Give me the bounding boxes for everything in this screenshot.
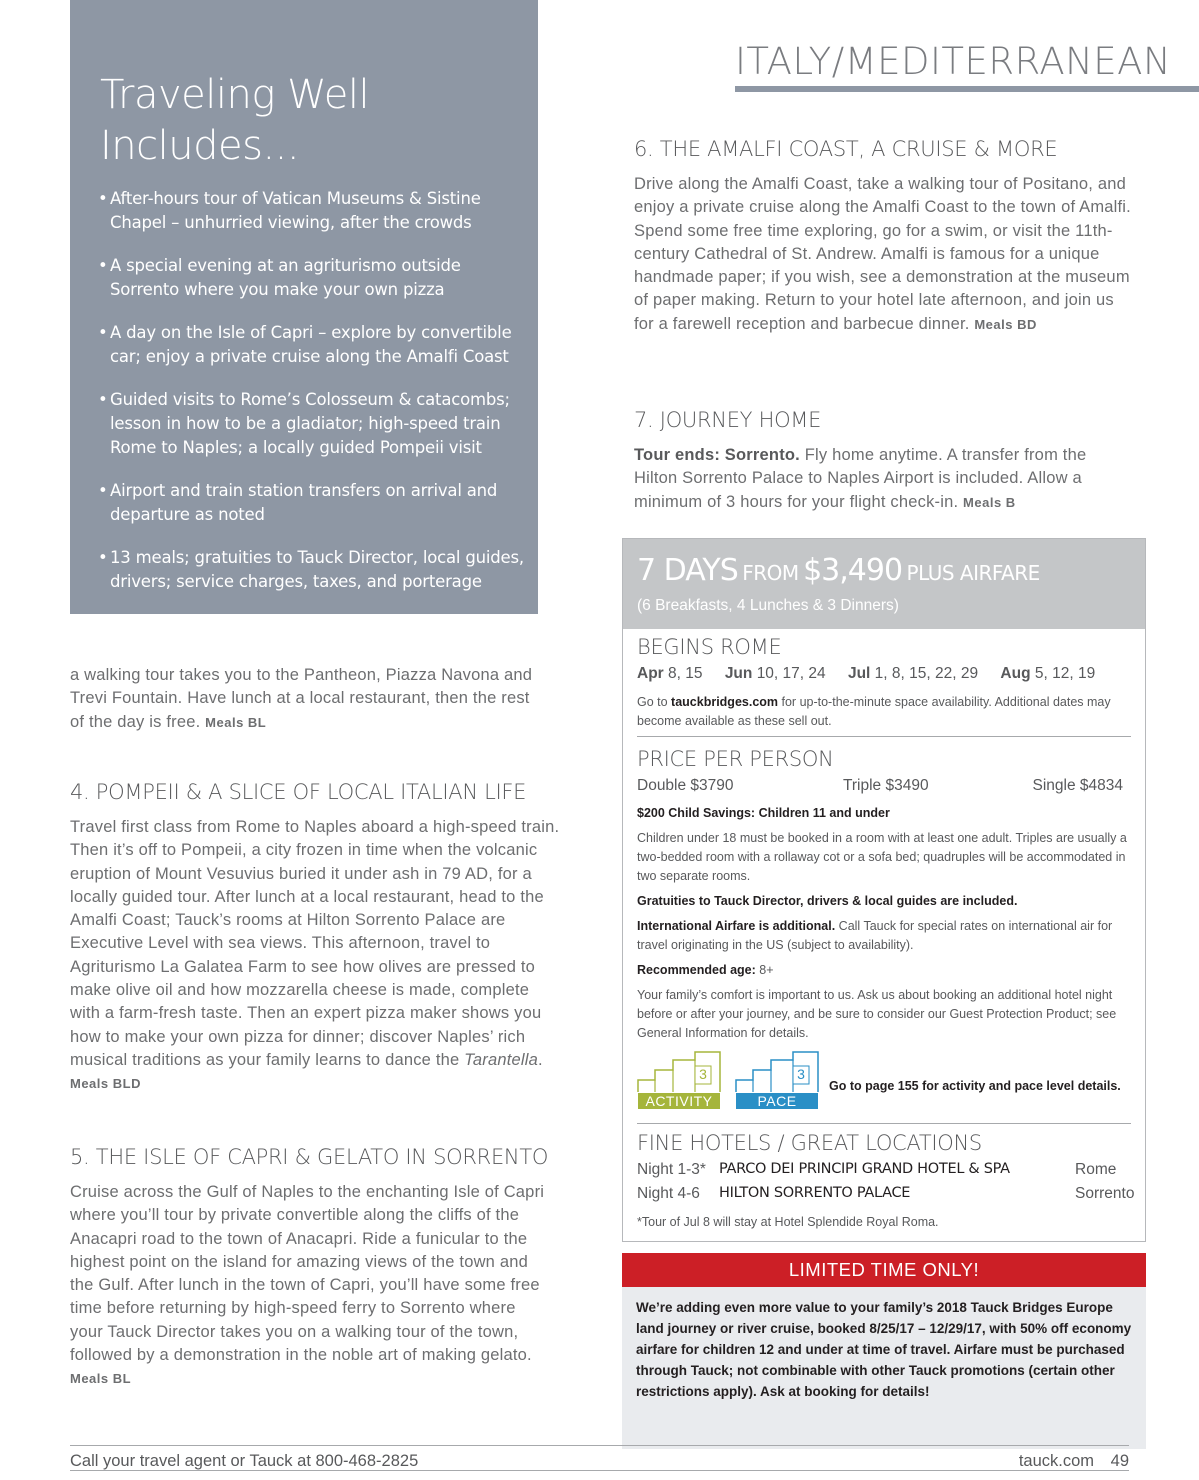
hotel-name: HILTON SORRENTO PALACE [719, 1185, 911, 1201]
price-header [623, 539, 1145, 629]
limited-time-text: We’re adding even more value to your family’s 2018 Tauck Bridges Europe land journey or river cruise, booked 8/25/17 – 12/29/17, with 50% off economy airfare for children 12 and under at time of travel. Airfare must be purchased through Tauck; not combinable with other Tauck promotions (certain other restrictions apply). Ask at booking for details! [636, 1300, 1132, 1399]
day4-text [70, 816, 560, 1096]
departure-dates [637, 665, 1113, 683]
hotel-nights: Night 4-6 [637, 1185, 700, 1202]
day6-heading: 6. THE AMALFI COAST, A CRUISE & MORE [634, 137, 1058, 161]
availability-link[interactable]: tauckbridges.com [671, 695, 779, 709]
price-box [622, 538, 1146, 1242]
gratuities-note [637, 892, 1137, 911]
date-month: Jun [724, 665, 753, 682]
list-item: • A day on the Isle of Capri – explore by convertible car; enjoy a private cruise along the Amalfi Coast [98, 321, 528, 369]
date-group [725, 665, 826, 682]
region-title: ITALY/MEDITERRANEAN [735, 40, 1172, 83]
divider [637, 1123, 1131, 1124]
day4-heading: 4. POMPEII & A SLICE OF LOCAL ITALIAN LIFE [70, 780, 527, 804]
day7-text [634, 444, 1134, 514]
children-note: Children under 18 must be booked in a room with at least one adult. Triples are usually a two-bedded room with a rollaway cot or a sofa bed; quadruples will be accommodated in two separate rooms. [637, 831, 1127, 883]
hotels-title: FINE HOTELS / GREAT LOCATIONS [637, 1131, 982, 1155]
child-savings-text: $200 Child Savings: Children 11 and under [637, 806, 890, 820]
traveling-well-title-line1: Traveling Well [100, 72, 370, 118]
hotel-name: PARCO DEI PRINCIPI GRAND HOTEL & SPA [719, 1161, 1010, 1177]
pace-number: 3 [797, 1066, 805, 1082]
day3-continued-text [70, 664, 548, 734]
comfort-note: Your family’s comfort is important to us. Ask us about booking an additional hotel night before or after your journey, and be sure to consider our Guest Protection Product; see General Information for details. [637, 988, 1117, 1040]
pace-label: PACE [757, 1093, 797, 1109]
region-bar [735, 86, 1199, 92]
footer-right [1019, 1452, 1129, 1471]
hotel-row [637, 1161, 1131, 1183]
day5-heading: 5. THE ISLE OF CAPRI & GELATO IN SORRENTO [70, 1145, 549, 1169]
availability-post: for up-to-the-minute space availability. Additional dates may become available as these sell out. [637, 695, 1111, 728]
traveling-well-list [98, 187, 528, 613]
list-item: • 13 meals; gratuities to Tauck Director, local guides, drivers; service charges, taxes, and porterage [98, 546, 528, 594]
single-price: Single $4834 [1032, 777, 1123, 794]
date-days: 8, 15 [668, 665, 703, 682]
age-label: Recommended age: [637, 963, 756, 977]
day4-meals: Meals BLD [70, 1076, 141, 1092]
hotel-row [637, 1185, 1135, 1207]
list-item: • After-hours tour of Vatican Museums & Sistine Chapel – unhurried viewing, after the crowds [98, 187, 528, 235]
traveling-well-title-line2: Includes... [100, 123, 300, 169]
date-group [637, 665, 703, 682]
date-group [1000, 665, 1095, 682]
day5-text [70, 1181, 552, 1391]
activity-level-icon [637, 1050, 721, 1110]
traveling-well-box [70, 0, 538, 614]
from-label: FROM [742, 561, 799, 585]
day4-italic: Tarantella [464, 1050, 539, 1069]
day7-meals: Meals B [963, 494, 1016, 510]
gratuities-text: Gratuities to Tauck Director, drivers & local guides are included. [637, 894, 1018, 908]
activity-label: ACTIVITY [645, 1093, 713, 1109]
day6-text [634, 173, 1134, 336]
level-note: Go to page 155 for activity and pace level details. [829, 1079, 1121, 1093]
plus-airfare: PLUS AIRFARE [906, 561, 1040, 585]
double-price: Double $3790 [637, 777, 734, 794]
date-month: Jul [847, 665, 871, 682]
hotel-nights: Night 1-3* [637, 1161, 706, 1178]
day6-body: Drive along the Amalfi Coast, take a walking tour of Positano, and enjoy a private cruise along the Amalfi Coast to the town of Amalfi. Spend some free time exploring, go for a swim, or visit the 11th-century Cathedral of St. Andrew. Amalfi is famous for a unique handmade paper; if you wish, see a demonstration at the museum of paper making. Return to your hotel late afternoon, and join us for a farewell reception and barbecue dinner. [634, 175, 1131, 333]
recommended-age [637, 961, 1137, 980]
price-value: $3,490 [803, 553, 903, 588]
footer-divider [70, 1445, 1129, 1446]
availability-note [637, 693, 1137, 731]
date-month: Aug [1000, 665, 1031, 682]
hotel-city: Rome [1075, 1161, 1117, 1178]
day7-heading: 7. JOURNEY HOME [634, 408, 822, 432]
footer-site[interactable]: tauck.com [1018, 1452, 1095, 1470]
list-item: • Guided visits to Rome’s Colosseum & catacombs; lesson in how to be a gladiator; high-speed train Rome to Naples; a locally guided Pompeii visit [98, 388, 528, 460]
date-group [848, 665, 978, 682]
price-per-person-title: PRICE PER PERSON [637, 747, 834, 771]
page-number: 49 [1110, 1452, 1129, 1470]
day5-meals: Meals BL [70, 1371, 132, 1387]
date-days: 10, 17, 24 [756, 665, 826, 682]
day6-meals: Meals BD [974, 316, 1037, 332]
pace-level-icon [735, 1050, 819, 1110]
duration: 7 DAYS [637, 553, 738, 588]
limited-time-banner: LIMITED TIME ONLY! [622, 1253, 1146, 1287]
list-item: • A special evening at an agriturismo outside Sorrento where you make your own pizza [98, 254, 528, 302]
availability-pre: Go to [637, 695, 672, 709]
age-value: 8+ [755, 963, 774, 977]
date-days: 5, 12, 19 [1034, 665, 1096, 682]
price-row [637, 777, 1123, 797]
day3-text: a walking tour takes you to the Pantheon, Piazza Navona and Trevi Fountain. Have lunch at a local restaurant, then the rest of the day is free. [70, 666, 533, 731]
airfare-note [637, 917, 1137, 955]
day5-body: Cruise across the Gulf of Naples to the enchanting Isle of Capri where you’ll tour by private convertible along the cliffs of the Anacapri road to the town of Anacapri. Ride a funicular to the highest point on the island for amazing views of the town and the Gulf. After lunch in the town of Capri, you’ll have some free time before returning by high-speed ferry to Sorrento where your Tauck Director takes you on a walking tour of the town, followed by a demonstration in the noble art of making gelato. [70, 1183, 545, 1365]
date-month: Apr [637, 665, 664, 682]
day4-body: Travel first class from Rome to Naples aboard a high-speed train. Then it’s off to Pompeii, a city frozen in time when the volcanic eruption of Mount Vesuvius buried it under ash in 79 AD, for a locally guided tour. After lunch at a local restaurant, head to the Amalfi Coast; Tauck’s rooms at Hilton Sorrento Palace are Executive Level with sea views. This afternoon, travel to Agriturismo La Galatea Farm to see how olives are pressed to make olive oil and how mozzarella cheese is made, complete with a farm-fresh taste. Then an expert pizza maker shows you how to make your own pizza for dinner; discover Naples’ rich musical traditions as your family learns to dance the [70, 818, 560, 1069]
child-savings [637, 804, 1137, 823]
divider [637, 736, 1131, 737]
day4-period: . [538, 1050, 543, 1069]
list-item: • Airport and train station transfers on arrival and departure as noted [98, 479, 528, 527]
airfare-bold: International Airfare is additional. [637, 919, 836, 933]
meals-note: (6 Breakfasts, 4 Lunches & 3 Dinners) [637, 597, 899, 614]
day7-body: Fly home anytime. A transfer from the Hilton Sorrento Palace to Naples Airport is included. Allow a minimum of 3 hours for your flight check-in. [634, 446, 1087, 511]
airfare-text: Call Tauck for special rates on international air for travel originating in the US (subject to availability). [637, 919, 1113, 952]
date-days: 1, 8, 15, 22, 29 [874, 665, 979, 682]
day3-meals: Meals BL [205, 714, 267, 730]
day7-lead: Tour ends: Sorrento. [634, 446, 800, 464]
hotel-note: *Tour of Jul 8 will stay at Hotel Splendide Royal Roma. [637, 1215, 939, 1229]
activity-number: 3 [699, 1066, 707, 1082]
footer-contact: Call your travel agent or Tauck at 800-468-2825 [70, 1452, 419, 1470]
triple-price: Triple $3490 [843, 777, 929, 794]
traveling-well-title [100, 70, 369, 172]
hotel-city: Sorrento [1075, 1185, 1135, 1202]
limited-time-box [622, 1287, 1146, 1449]
price-headline [637, 553, 1040, 588]
begins-title: BEGINS ROME [637, 635, 782, 659]
